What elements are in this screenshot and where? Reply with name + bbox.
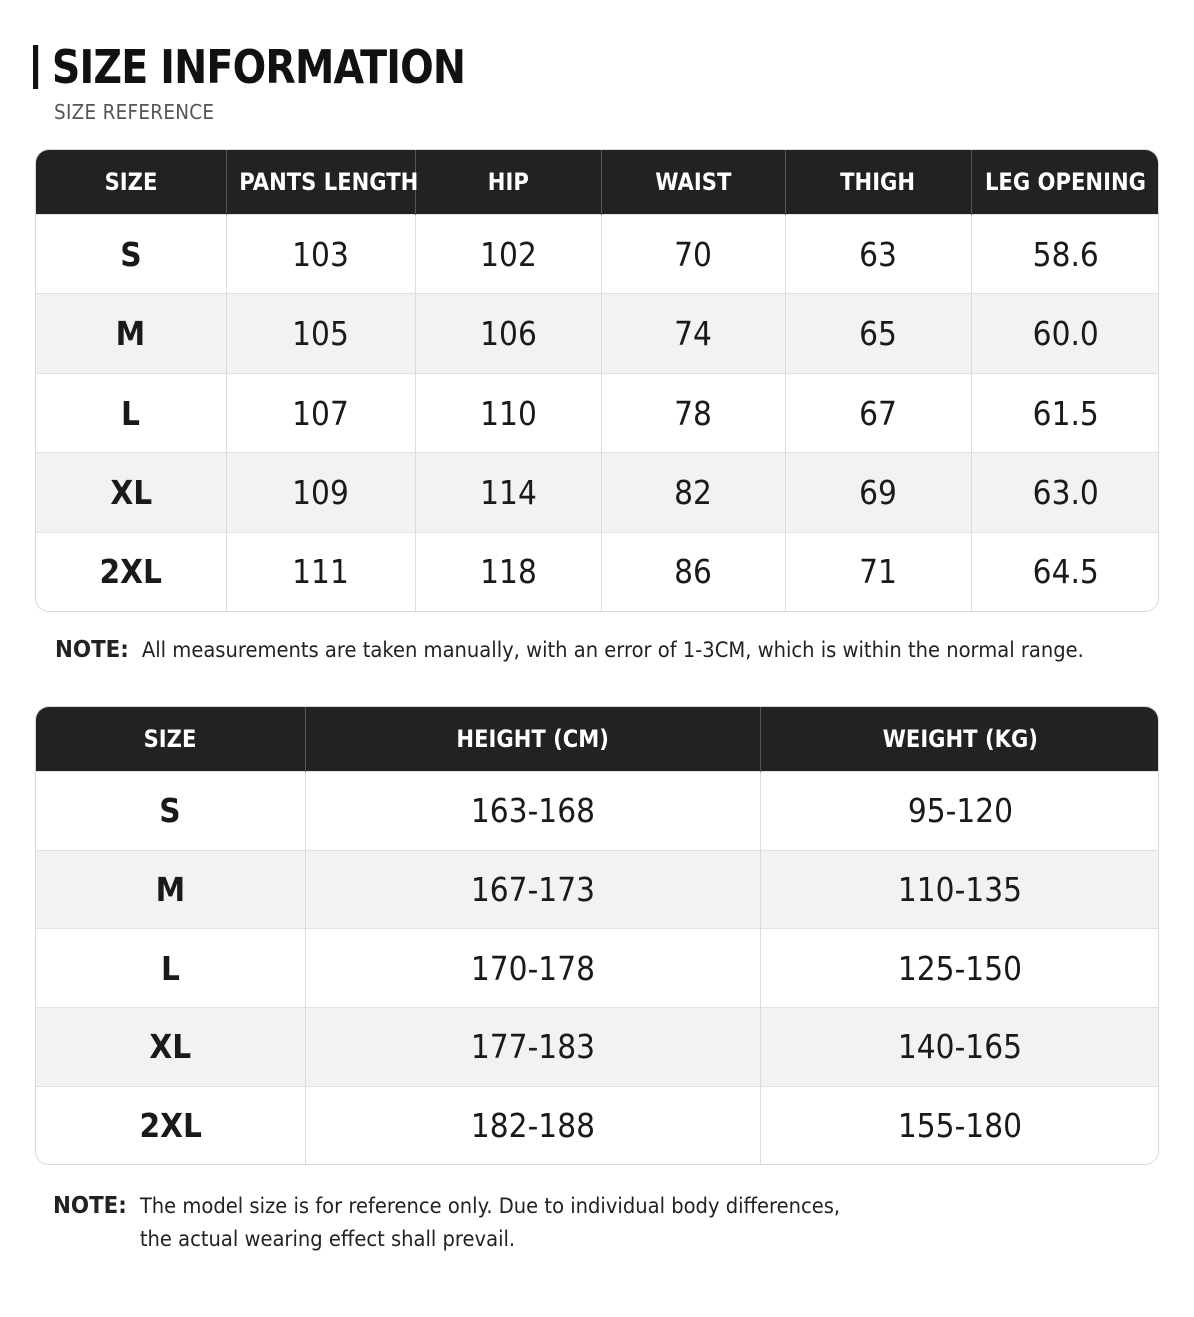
table-cell: 110 xyxy=(415,373,601,452)
table-cell: 71 xyxy=(785,532,971,611)
page-subtitle: SIZE REFERENCE xyxy=(54,100,215,124)
column-header: WAIST xyxy=(601,150,785,215)
measurements-table xyxy=(35,149,1159,612)
table-row xyxy=(36,215,1159,294)
table-row xyxy=(36,373,1159,452)
table-row xyxy=(36,294,1159,373)
note-line: The model size is for reference only. Due to individual body differences, xyxy=(139,1194,841,1218)
size-cell: S xyxy=(36,772,305,851)
page-title-text: SIZE INFORMATION xyxy=(51,40,466,94)
table-cell: 177-183 xyxy=(305,1008,760,1087)
note-text xyxy=(140,1190,840,1256)
table-cell: 63.0 xyxy=(971,453,1159,532)
size-cell: M xyxy=(36,850,305,929)
note-text: All measurements are taken manually, with an error of 1-3CM, which is within the normal range. xyxy=(141,638,1084,662)
table-row xyxy=(36,772,1159,851)
table-row xyxy=(36,850,1159,929)
size-cell: XL xyxy=(36,453,226,532)
page-title xyxy=(33,40,465,94)
table-cell: 155-180 xyxy=(760,1086,1159,1164)
table-cell: 170-178 xyxy=(305,929,760,1008)
column-header: HEIGHT (CM) xyxy=(305,707,760,772)
table-cell: 60.0 xyxy=(971,294,1159,373)
size-cell: 2XL xyxy=(36,1086,305,1164)
table-row xyxy=(36,1086,1159,1164)
table-cell: 109 xyxy=(226,453,415,532)
table-cell: 86 xyxy=(601,532,785,611)
size-cell: S xyxy=(36,215,226,294)
table-cell: 163-168 xyxy=(305,772,760,851)
table-cell: 78 xyxy=(601,373,785,452)
note-line: the actual wearing effect shall prevail. xyxy=(139,1227,516,1251)
body-size-table xyxy=(35,706,1159,1165)
table-cell: 58.6 xyxy=(971,215,1159,294)
table-cell: 102 xyxy=(415,215,601,294)
table-cell: 63 xyxy=(785,215,971,294)
table-header-row xyxy=(36,707,1159,772)
table-cell: 107 xyxy=(226,373,415,452)
header xyxy=(33,40,536,124)
table-cell: 167-173 xyxy=(305,850,760,929)
size-cell: M xyxy=(36,294,226,373)
table-cell: 69 xyxy=(785,453,971,532)
table-cell: 70 xyxy=(601,215,785,294)
size-cell: L xyxy=(36,373,226,452)
model-size-note xyxy=(53,1190,840,1256)
column-header: PANTS LENGTH xyxy=(226,150,415,215)
table-cell: 82 xyxy=(601,453,785,532)
column-header: LEG OPENING xyxy=(971,150,1159,215)
table-cell: 140-165 xyxy=(760,1008,1159,1087)
table-cell: 182-188 xyxy=(305,1086,760,1164)
table-cell: 61.5 xyxy=(971,373,1159,452)
column-header: THIGH xyxy=(785,150,971,215)
table-cell: 125-150 xyxy=(760,929,1159,1008)
table-cell: 74 xyxy=(601,294,785,373)
table-cell: 114 xyxy=(415,453,601,532)
table-row xyxy=(36,532,1159,611)
table-cell: 67 xyxy=(785,373,971,452)
table-row xyxy=(36,453,1159,532)
table-cell: 64.5 xyxy=(971,532,1159,611)
note-label: NOTE: xyxy=(53,1193,127,1219)
table-row xyxy=(36,929,1159,1008)
column-header: WEIGHT (KG) xyxy=(760,707,1159,772)
table-cell: 105 xyxy=(226,294,415,373)
column-header: SIZE xyxy=(36,707,305,772)
size-cell: L xyxy=(36,929,305,1008)
column-header: SIZE xyxy=(36,150,226,215)
size-cell: XL xyxy=(36,1008,305,1087)
table-cell: 118 xyxy=(415,532,601,611)
title-accent-bar xyxy=(33,45,38,89)
measurement-note xyxy=(55,634,1084,667)
table-cell: 95-120 xyxy=(760,772,1159,851)
table-cell: 106 xyxy=(415,294,601,373)
size-cell: 2XL xyxy=(36,532,226,611)
column-header: HIP xyxy=(415,150,601,215)
table-cell: 103 xyxy=(226,215,415,294)
table-row xyxy=(36,1008,1159,1087)
table-cell: 111 xyxy=(226,532,415,611)
note-label: NOTE: xyxy=(55,637,129,663)
table-header-row xyxy=(36,150,1159,215)
table-cell: 65 xyxy=(785,294,971,373)
table-cell: 110-135 xyxy=(760,850,1159,929)
